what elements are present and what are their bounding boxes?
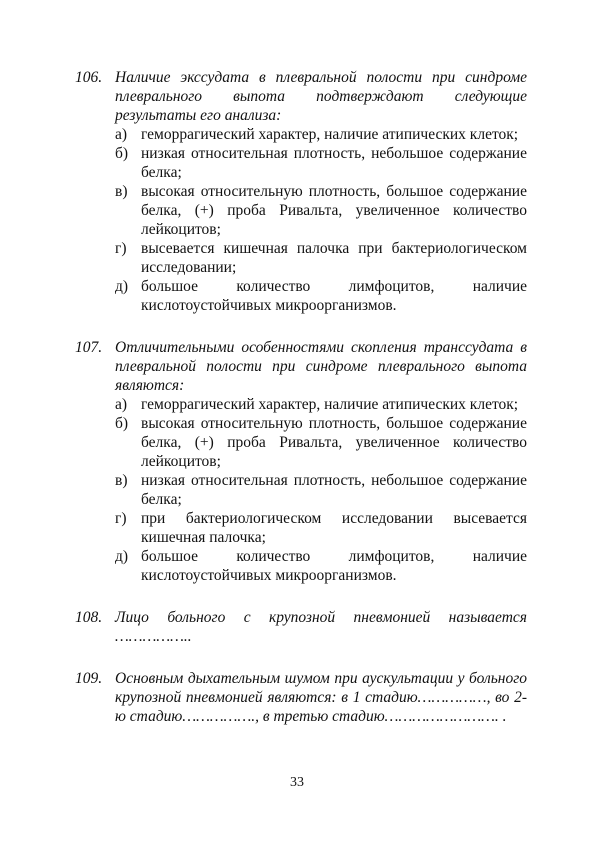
question-header: [75, 338, 527, 395]
question-number: 109.: [75, 670, 103, 687]
option-text: высокая относительную плотность, большое содержание белка, (+) проба Ривальта, увеличенное количество лейкоцитов;: [141, 183, 527, 238]
question-text: Отличительными особенностями скопления транссудата в плевральной полости при синдроме плеврального выпота являются:: [115, 339, 527, 394]
question-text: Лицо больного с крупозной пневмонией называется ……………..: [115, 609, 527, 645]
option-text: геморрагический характер, наличие атипических клеток;: [141, 396, 519, 413]
answer-option: [115, 414, 527, 471]
question-number: 108.: [75, 609, 103, 626]
option-text: высокая относительную плотность, большое содержание белка, (+) проба Ривальта, увеличенное количество лейкоцитов;: [141, 415, 527, 470]
option-letter: д): [115, 278, 129, 295]
answer-option: [115, 182, 527, 239]
option-letter: а): [115, 126, 128, 143]
question-text: Наличие экссудата в плевральной полости при синдроме плеврального выпота подтверждают следующие результаты его анализа:: [115, 69, 527, 124]
question-header: [75, 68, 527, 125]
answer-option: [115, 239, 527, 277]
document-page: [75, 68, 527, 726]
answer-option: [115, 277, 527, 315]
answer-options: [75, 125, 527, 315]
answer-option: [115, 144, 527, 182]
answer-options: [75, 395, 527, 585]
option-text: низкая относительная плотность, небольшое содержание белка;: [141, 472, 527, 508]
option-text: большое количество лимфоцитов, наличие кислотоустойчивых микроорганизмов.: [141, 278, 527, 314]
option-letter: а): [115, 396, 128, 413]
question-109: [75, 669, 527, 726]
answer-option: [115, 509, 527, 547]
question-number: 106.: [75, 69, 103, 86]
answer-option: [115, 547, 527, 585]
option-letter: в): [115, 472, 128, 489]
page-number: 33: [290, 775, 304, 790]
answer-option: [115, 125, 527, 144]
option-letter: в): [115, 183, 128, 200]
option-letter: г): [115, 240, 127, 257]
option-letter: г): [115, 510, 127, 527]
question-108: [75, 608, 527, 646]
option-letter: д): [115, 548, 129, 565]
answer-option: [115, 471, 527, 509]
option-text: большое количество лимфоцитов, наличие кислотоустойчивых микроорганизмов.: [141, 548, 527, 584]
question-header: [75, 608, 527, 646]
question-107: [75, 338, 527, 585]
option-letter: б): [115, 145, 129, 162]
option-text: высевается кишечная палочка при бактериологическом исследовании;: [141, 240, 527, 276]
option-text: геморрагический характер, наличие атипических клеток;: [141, 126, 519, 143]
answer-option: [115, 395, 527, 414]
question-number: 107.: [75, 339, 103, 356]
option-letter: б): [115, 415, 129, 432]
question-text: Основным дыхательным шумом при аускультации у больного крупозной пневмонией являются: в 1 стадию……………, во 2-ю стадию……………., в третью стадию……………………. .: [115, 670, 527, 725]
option-text: при бактериологическом исследовании высевается кишечная палочка;: [141, 510, 527, 546]
question-106: [75, 68, 527, 315]
option-text: низкая относительная плотность, небольшое содержание белка;: [141, 145, 527, 181]
question-header: [75, 669, 527, 726]
